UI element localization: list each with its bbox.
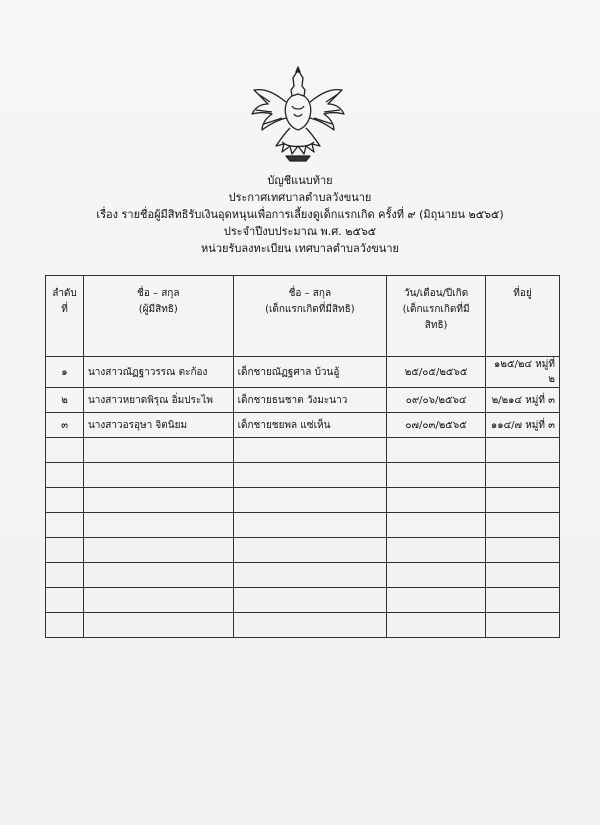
cell-parent-name: นางสาวณัฏฐาวรรณ ตะก้อง <box>83 357 233 388</box>
header-text: ที่ <box>61 304 68 315</box>
empty-cell <box>46 513 84 538</box>
empty-cell <box>387 438 486 463</box>
empty-table-row <box>46 613 560 638</box>
cell-child-name: เด็กชายณัฏฐศาล บ้วนอู้ <box>233 357 387 388</box>
empty-cell <box>233 513 387 538</box>
empty-cell <box>46 488 84 513</box>
header-text: ลำดับ <box>52 288 77 299</box>
header-text: (ผู้มีสิทธิ) <box>138 304 178 315</box>
cell-parent-name: นางสาวหยาดพิรุณ อิ่มประไพ <box>83 388 233 413</box>
col-header-parent <box>83 276 233 357</box>
empty-cell <box>387 538 486 563</box>
col-header-no <box>46 276 84 357</box>
doc-title: บัญชีแนบท้าย <box>267 174 333 187</box>
empty-table-row <box>46 563 560 588</box>
empty-cell <box>233 588 387 613</box>
empty-cell <box>486 613 560 638</box>
table-row <box>46 413 560 438</box>
cell-address: ๒/๒๑๔ หมู่ที่ ๓ <box>486 388 560 413</box>
empty-cell <box>233 538 387 563</box>
empty-cell <box>387 463 486 488</box>
cell-dob: ๐๗/๐๓/๒๕๖๕ <box>387 413 486 438</box>
cell-address: ๑๒๕/๒๔ หมู่ที่ ๒ <box>486 357 560 388</box>
recipient-table <box>45 275 560 638</box>
empty-cell <box>387 488 486 513</box>
header-text: ชื่อ – สกุล <box>288 288 332 299</box>
empty-cell <box>83 438 233 463</box>
empty-cell <box>387 563 486 588</box>
announcement-line: ประกาศเทศบาลตำบลวังขนาย <box>228 191 372 204</box>
fiscal-year-line: ประจำปีงบประมาณ พ.ศ. ๒๕๖๕ <box>223 225 377 238</box>
table-row <box>46 388 560 413</box>
empty-cell <box>46 613 84 638</box>
empty-cell <box>233 463 387 488</box>
empty-cell <box>83 563 233 588</box>
cell-no: ๒ <box>46 388 84 413</box>
cell-address: ๑๑๔/๗ หมู่ที่ ๓ <box>486 413 560 438</box>
col-header-child <box>233 276 387 357</box>
cell-parent-name: นางสาวอรอุษา จิตนิยม <box>83 413 233 438</box>
empty-cell <box>486 438 560 463</box>
empty-cell <box>233 563 387 588</box>
empty-cell <box>486 463 560 488</box>
table-row <box>46 357 560 388</box>
col-header-address <box>486 276 560 357</box>
header-text: วัน/เดือน/ปีเกิด <box>403 288 469 299</box>
empty-table-row <box>46 438 560 463</box>
header-text: ที่อยู่ <box>513 288 532 299</box>
empty-cell <box>387 588 486 613</box>
cell-child-name: เด็กชายธนชาต วังมะนาว <box>233 388 387 413</box>
empty-cell <box>387 513 486 538</box>
registration-unit-line: หน่วยรับลงทะเบียน เทศบาลตำบลวังขนาย <box>201 242 399 255</box>
empty-cell <box>486 588 560 613</box>
empty-cell <box>83 513 233 538</box>
empty-table-row <box>46 488 560 513</box>
empty-cell <box>83 488 233 513</box>
header-text: (เด็กแรกเกิดที่มีสิทธิ) <box>265 304 355 315</box>
empty-table-row <box>46 513 560 538</box>
empty-cell <box>46 588 84 613</box>
empty-cell <box>486 513 560 538</box>
empty-cell <box>83 588 233 613</box>
empty-cell <box>387 613 486 638</box>
cell-dob: ๒๕/๐๕/๒๕๖๕ <box>387 357 486 388</box>
empty-cell <box>46 538 84 563</box>
table-header-row <box>46 276 560 357</box>
empty-table-row <box>46 538 560 563</box>
empty-cell <box>46 438 84 463</box>
cell-no: ๓ <box>46 413 84 438</box>
empty-cell <box>83 538 233 563</box>
col-header-dob <box>387 276 486 357</box>
empty-cell <box>233 613 387 638</box>
empty-cell <box>46 563 84 588</box>
subject-line: เรื่อง รายชื่อผู้มีสิทธิรับเงินอุดหนุนเพื่อการเลี้ยงดูเด็กแรกเกิด ครั้งที่ ๙ (มิถุนายน ๒๕๖๕) <box>96 208 504 221</box>
empty-cell <box>486 563 560 588</box>
header-text: ชื่อ – สกุล <box>137 288 180 299</box>
empty-cell <box>233 438 387 463</box>
header-text: สิทธิ) <box>424 320 448 331</box>
empty-cell <box>486 538 560 563</box>
garuda-emblem-icon <box>246 64 350 164</box>
empty-cell <box>233 488 387 513</box>
cell-child-name: เด็กชายชยพล แซ่เห็น <box>233 413 387 438</box>
empty-table-row <box>46 588 560 613</box>
cell-no: ๑ <box>46 357 84 388</box>
empty-cell <box>486 488 560 513</box>
empty-cell <box>83 613 233 638</box>
empty-cell <box>46 463 84 488</box>
cell-dob: ๐๙/๐๖/๒๕๖๔ <box>387 388 486 413</box>
empty-cell <box>83 463 233 488</box>
empty-table-row <box>46 463 560 488</box>
header-text: (เด็กแรกเกิดที่มี <box>402 304 470 315</box>
